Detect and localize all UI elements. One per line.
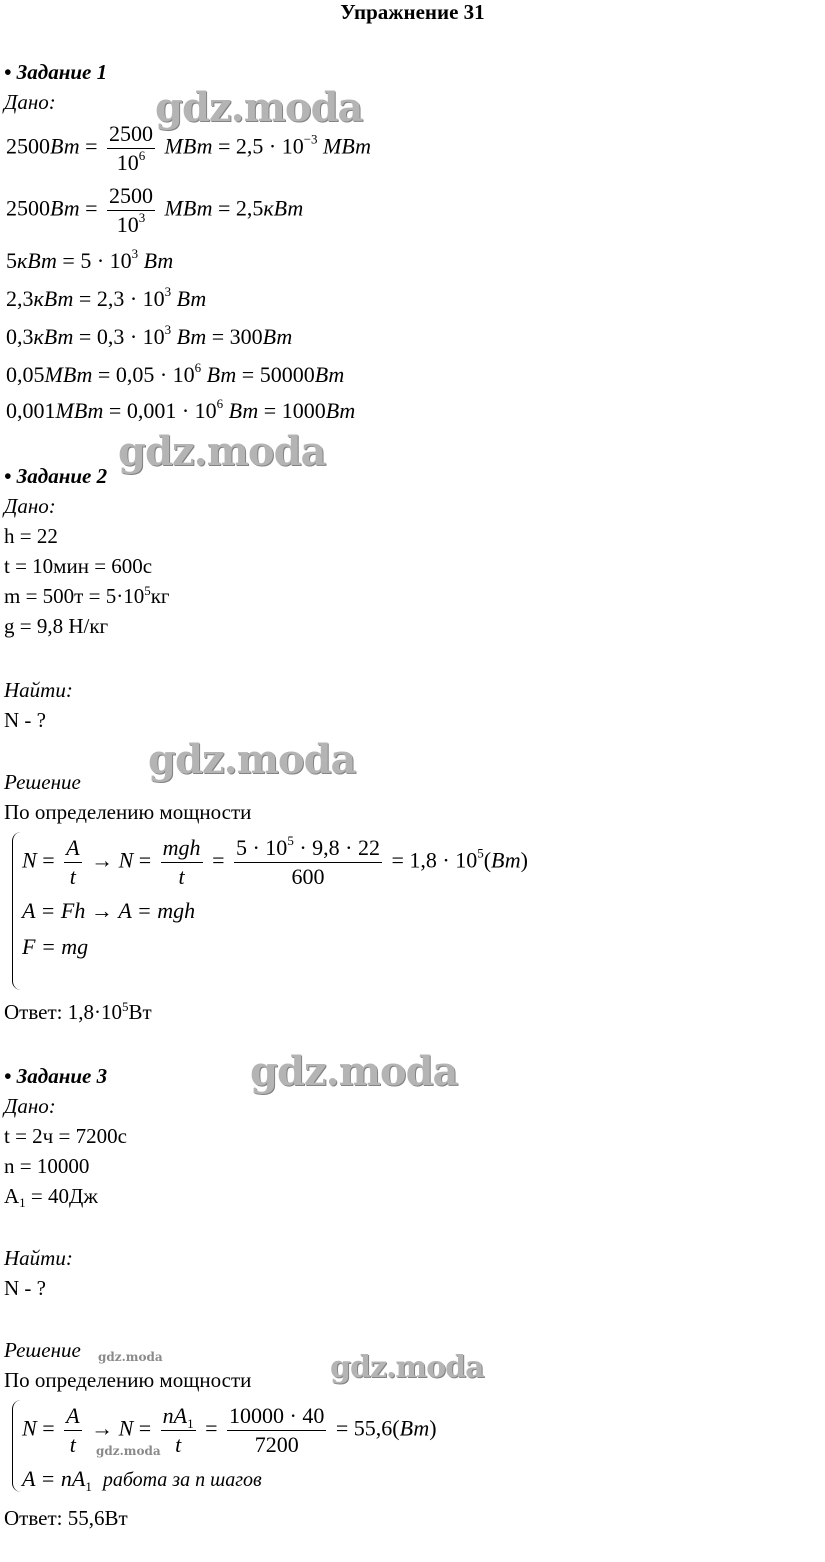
task3-system-line1: N = $\frac{A}{t}$ → N = $\frac{nA_1}{t}$ = $\frac{10000 \cdot 40}{7200}$ = 55,6(Вт) <box>22 1403 437 1457</box>
task2-h: h = 22 <box>4 524 58 548</box>
task1-eq3: $5кВт = 5 \cdot 10^3$ Вт <box>6 246 174 273</box>
system-brace <box>12 832 21 990</box>
task2-find-label: Найти: <box>4 678 73 702</box>
watermark: gdz.moda <box>155 84 363 131</box>
task2-given-label: Дано: <box>4 494 56 518</box>
task3-solution-label: Решение <box>4 1338 81 1362</box>
task3-answer: Ответ: 55,6Вт <box>4 1506 128 1530</box>
watermark: gdz.moda <box>148 736 356 783</box>
task3-find-label: Найти: <box>4 1246 73 1270</box>
task3-n: n = 10000 <box>4 1154 90 1178</box>
task3-a1: A1 = 40Дж <box>4 1184 98 1210</box>
task3-system-line2: $A = nA_1$ работа за n шагов <box>22 1466 262 1494</box>
task2-definition-text: По определению мощности <box>4 800 252 824</box>
task2-system-line2: A = Fh → A = mgh <box>22 898 196 923</box>
task2-system-line1: N = $\frac{A}{t}$ → N = $\frac{\text{mgh}}{t}$ = $\frac{5 \cdot 10^5 \cdot 9,8 \cdot 22}{600}$ = $1,8 \cdot 10^5(Вт)$ <box>22 833 528 889</box>
task1-eq6: $0,05МВт = 0,05 \cdot 10^6$ Вт = 50000Вт <box>6 360 345 387</box>
task2-system-line3: F = mg <box>22 934 89 959</box>
task1-eq1: 2500Вт = $\frac{2500}{10^6}$ МВт = $2,5 \cdot 10^{-3}$ МВт <box>6 121 371 175</box>
task2-answer: Ответ: $1,8\cdot 10^5Вт$ <box>4 999 152 1024</box>
task3-find-value: N - ? <box>4 1276 46 1300</box>
watermark-small: gdz.moda <box>98 1350 163 1364</box>
task2-t: t = 10мин = 600с <box>4 554 153 578</box>
watermark: gdz.moda <box>330 1350 484 1385</box>
page-title: Упражнение 31 <box>340 0 485 24</box>
task2-find-value: N - ? <box>4 708 46 732</box>
task1-header: • Задание 1 <box>4 60 108 84</box>
watermark: gdz.moda <box>118 428 326 475</box>
task1-given-label: Дано: <box>4 90 56 114</box>
watermark: gdz.moda <box>250 1048 458 1095</box>
task2-g: g = 9,8 Н/кг <box>4 614 109 638</box>
task2-m: $m = 500т = 5\cdot 10^5кг$ <box>4 583 170 608</box>
task1-eq2: 2500Вт = $\frac{2500}{10^3}$ МВт = 2,5кВт <box>6 183 304 237</box>
task1-eq5: $0,3кВт = 0,3 \cdot 10^3$ Вт = 300Вт <box>6 322 293 349</box>
watermark-small: gdz.moda <box>96 1444 161 1458</box>
task3-definition-text: По определению мощности <box>4 1368 252 1392</box>
task1-eq4: $2,3кВт = 2,3 \cdot 10^3$ Вт <box>6 284 207 311</box>
task1-eq7: $0,001МВт = 0,001 \cdot 10^6$ Вт = 1000Вт <box>6 396 356 423</box>
system-brace <box>12 1400 21 1492</box>
task2-solution-label: Решение <box>4 770 81 794</box>
task3-given-label: Дано: <box>4 1094 56 1118</box>
task3-header: • Задание 3 <box>4 1064 108 1088</box>
task3-t: t = 2ч = 7200с <box>4 1124 127 1148</box>
task2-header: • Задание 2 <box>4 464 108 488</box>
